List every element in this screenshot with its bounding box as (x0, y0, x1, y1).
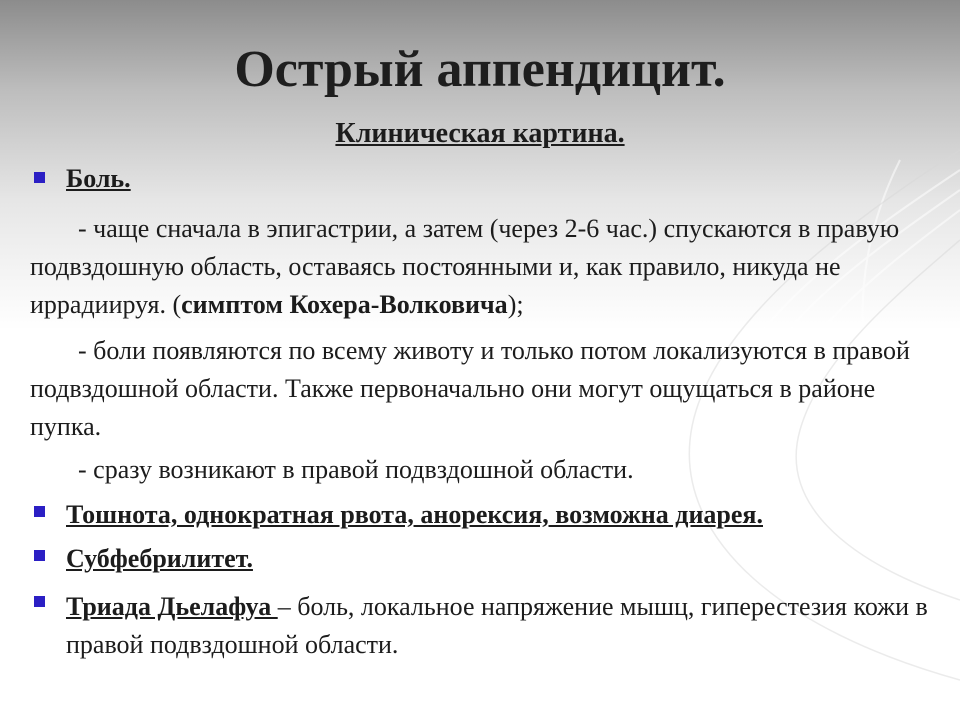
dieulafoy-triad-heading: Триада Дьелафуа (66, 592, 278, 621)
dieulafoy-triad-text: – боль, локальное напряжение мышц, гиперестезия кожи в правой подвздошной области. (66, 592, 928, 659)
dieulafoy-triad (66, 588, 936, 664)
kocher-volkovich-symptom: симптом Кохера-Волковича (181, 290, 508, 319)
pain-paragraph-2-text: - боли появляются по всему животу и только потом локализуются в правой подвздошной области. Также первоначально они могут ощущаться в районе пупка. (30, 336, 910, 441)
bullet-square-icon (34, 172, 45, 183)
pain-paragraph-3-text: - сразу возникают в правой подвздошной области. (78, 455, 634, 484)
bullet-square-icon (34, 550, 45, 561)
pain-paragraph-1-text: - чаще сначала в эпигастрии, а затем (через 2-6 час.) спускаются в правую подвздошную область, оставаясь постоянными и, как правило, никуда не иррадиируя. ( (30, 214, 900, 319)
bullet-square-icon (34, 506, 45, 517)
subfebrile-heading: Субфебрилитет. (66, 544, 253, 573)
pain-paragraph-1 (30, 210, 930, 324)
slide-title: Острый аппендицит. (234, 41, 726, 98)
pain-paragraph-3 (30, 451, 930, 489)
slide-subtitle: Клиническая картина. (335, 118, 625, 149)
pain-heading: Боль. (66, 164, 131, 193)
pain-paragraph-2 (30, 332, 930, 446)
bullet-square-icon (34, 596, 45, 607)
nausea-heading: Тошнота, однократная рвота, анорексия, возможна диарея. (66, 500, 763, 529)
pain-paragraph-1-end: ); (507, 290, 524, 319)
